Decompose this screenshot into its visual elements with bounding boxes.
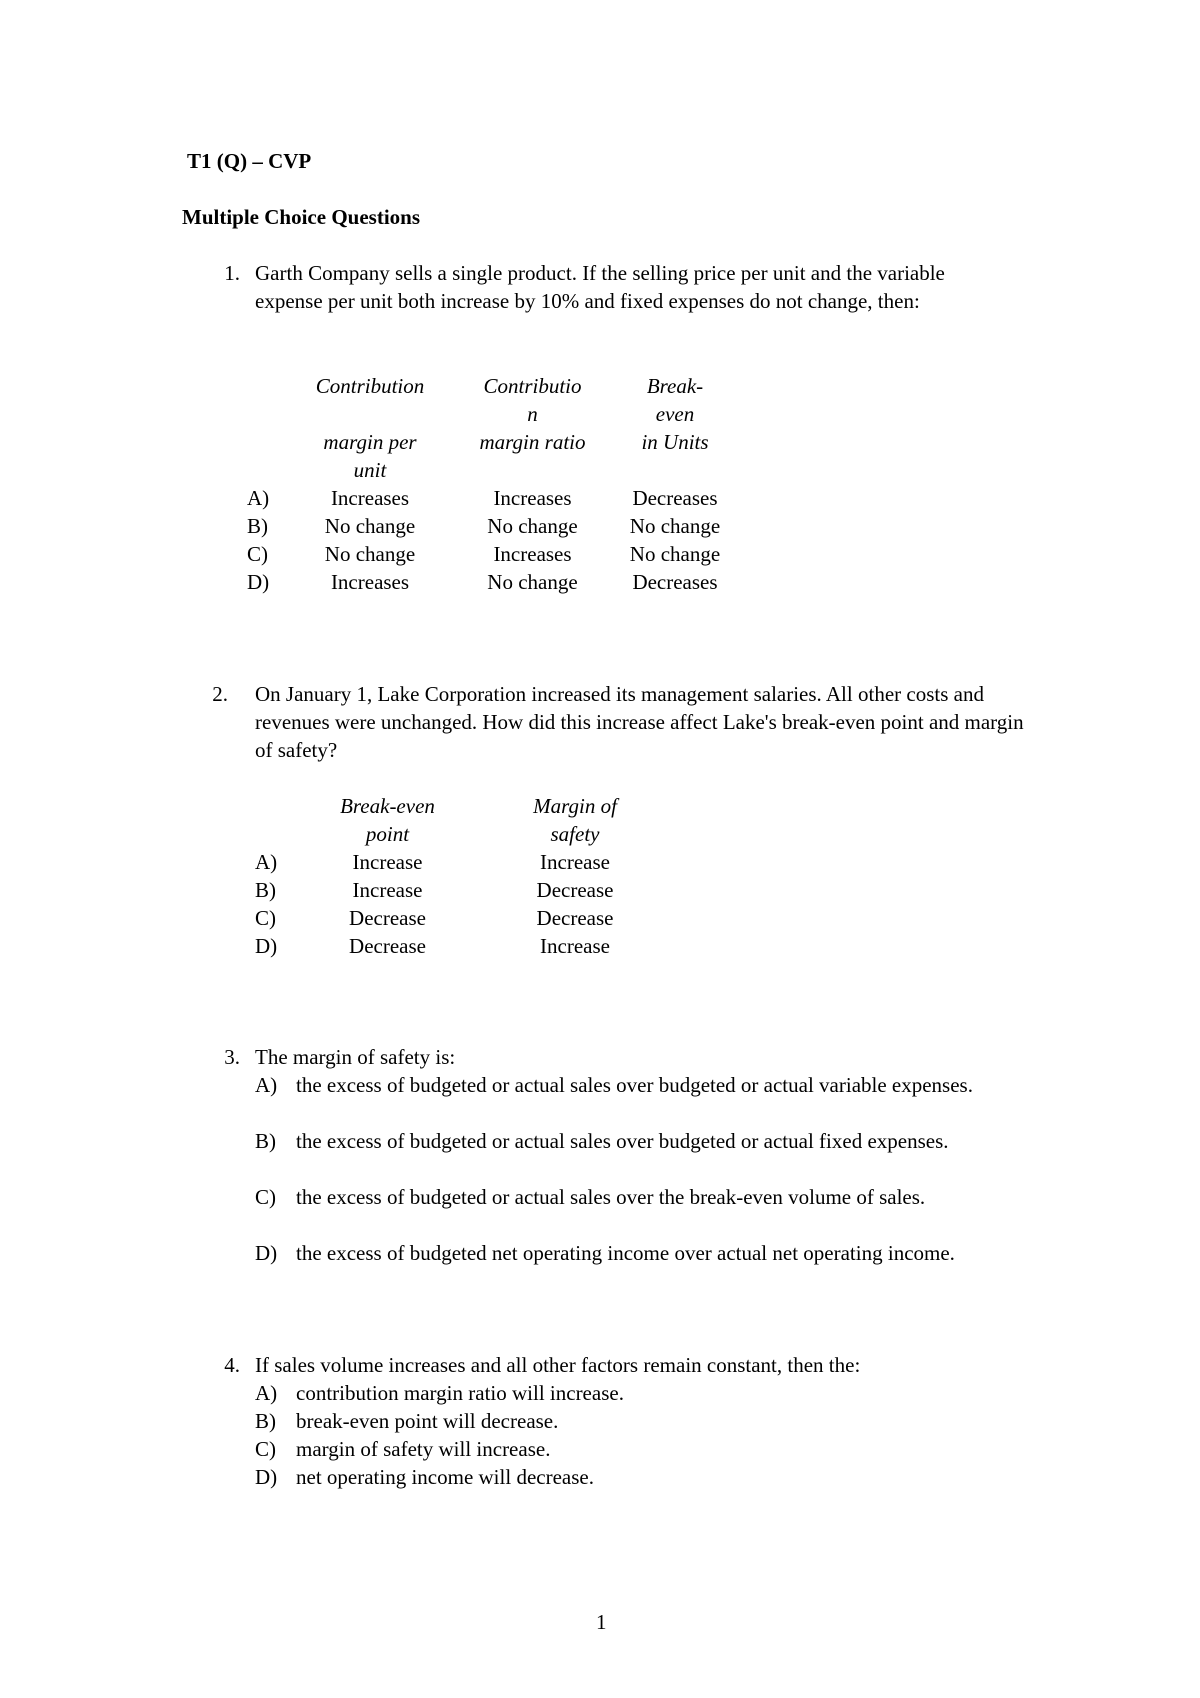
column-header: point [365, 822, 410, 846]
question-text: The margin of safety is: [255, 1045, 456, 1069]
question-number: 1. [224, 261, 240, 285]
option-text: break-even point will decrease. [296, 1409, 559, 1433]
table-cell: Increases [493, 486, 572, 510]
question-number: 3. [224, 1045, 240, 1069]
table-cell: Decrease [349, 906, 426, 930]
option-label: B) [255, 1129, 276, 1153]
table-cell: Increases [330, 570, 410, 594]
section-heading: Multiple Choice Questions [182, 205, 421, 229]
option-label: A) [255, 1381, 278, 1405]
table-cell: No change [629, 514, 721, 538]
option-label: D) [255, 1465, 278, 1489]
table-cell: Increase [352, 850, 423, 874]
column-header: in Units [641, 430, 709, 454]
column-header: even [655, 402, 695, 426]
row-label: D) [247, 570, 270, 594]
option-text: the excess of budgeted net operating income over actual net operating income. [296, 1241, 955, 1265]
column-header: Contribution [315, 374, 425, 398]
option-text: the excess of budgeted or actual sales over budgeted or actual variable expenses. [296, 1073, 973, 1097]
column-header: margin per [323, 430, 417, 454]
question-text: Garth Company sells a single product. If the selling price per unit and the variable expense per unit both increase by 10% and fixed expenses do not change, then: [255, 261, 945, 313]
table-cell: No change [487, 570, 578, 594]
table-cell: Increase [540, 934, 610, 958]
option-label: A) [255, 1073, 278, 1097]
table-cell: No change [487, 514, 578, 538]
question-number: 2. [212, 682, 228, 706]
row-label: B) [255, 878, 276, 902]
page-number: 1 [596, 1610, 607, 1634]
question-text: If sales volume increases and all other factors remain constant, then the: [255, 1353, 861, 1377]
option-label: B) [255, 1409, 276, 1433]
option-text: net operating income will decrease. [296, 1465, 594, 1489]
question-number: 4. [224, 1353, 240, 1377]
option-text: the excess of budgeted or actual sales over budgeted or actual fixed expenses. [296, 1129, 949, 1153]
row-label: D) [255, 934, 278, 958]
option-label: C) [255, 1437, 276, 1461]
table-cell: Increases [330, 486, 410, 510]
question-text: On January 1, Lake Corporation increased its management salaries. All other costs and revenues were unchanged. How did this increase affect Lake's break-even point and margin of safety? [255, 682, 1024, 762]
row-label: C) [255, 906, 276, 930]
column-header: Break- [646, 374, 704, 398]
table-cell: Decreases [632, 570, 718, 594]
table-cell: Decreases [632, 486, 718, 510]
table-cell: Decrease [536, 878, 614, 902]
table-cell: Increase [352, 878, 423, 902]
table-cell: Increases [493, 542, 572, 566]
table-cell: No change [629, 542, 721, 566]
option-text: contribution margin ratio will increase. [296, 1381, 624, 1405]
row-label: A) [255, 850, 278, 874]
option-label: D) [255, 1241, 278, 1265]
option-text: margin of safety will increase. [296, 1437, 551, 1461]
option-text: the excess of budgeted or actual sales over the break-even volume of sales. [296, 1185, 926, 1209]
row-label: B) [247, 514, 268, 538]
row-label: A) [247, 486, 270, 510]
column-header: margin ratio [479, 430, 586, 454]
column-header: n [527, 402, 538, 426]
column-header: Margin of [533, 794, 617, 818]
table-cell: Decrease [536, 906, 614, 930]
option-label: C) [255, 1185, 276, 1209]
column-header: unit [353, 458, 387, 482]
table-cell: Decrease [349, 934, 426, 958]
column-header: Contributio [483, 374, 582, 398]
column-header: Break-even [340, 794, 435, 818]
table-cell: Increase [540, 850, 610, 874]
table-cell: No change [324, 514, 416, 538]
column-header: safety [550, 822, 600, 846]
page-title: T1 (Q) – CVP [187, 149, 312, 173]
table-cell: No change [324, 542, 416, 566]
row-label: C) [247, 542, 268, 566]
